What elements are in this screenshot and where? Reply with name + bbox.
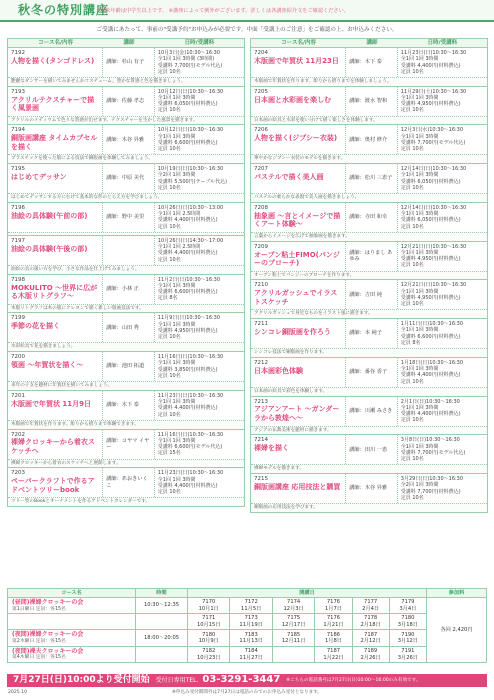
course-item <box>7 313 245 352</box>
page-title: 秋冬の特別講座 <box>18 3 110 17</box>
course-code: 7198 <box>11 276 25 283</box>
croquis-course <box>8 598 136 614</box>
course-lecturer: 講師：小林 正 <box>103 275 155 304</box>
tel-label: 受付日専用TEL. <box>155 676 199 684</box>
course-lecturer: 講師：あおきいくこ <box>103 468 155 497</box>
course-description: パステルの柔らかな表現で美人画を描きましょう。 <box>251 193 487 202</box>
croquis-course-name: (昼間)裸婦クロッキーの会 <box>12 599 84 606</box>
course-schedule: 3月29日(日)10:30〜16:30 全2回 1回 3時間 受講料 7,700円(材料費込) 定員 10名 <box>400 476 464 501</box>
croquis-date <box>272 646 314 662</box>
course-item <box>7 468 245 507</box>
course-lecturer: 講師：渡水 智和 <box>346 87 398 116</box>
course-description: 木版画で年賀状を作ります。彫りから摺りまで体験できます。 <box>8 420 244 429</box>
doc-date: 2025.10 <box>8 690 27 695</box>
croquis-course-name: (夜間)裸夫クロッキーの会 <box>12 647 84 655</box>
course-lecturer: 講師：木谷 昇雅 <box>346 474 398 503</box>
course-item <box>250 474 488 513</box>
course-code: 7208 <box>254 204 268 211</box>
course-item <box>250 48 488 87</box>
course-lecturer: 講師：番谷 香子 <box>346 358 398 387</box>
course-name <box>251 435 346 464</box>
course-schedule: 10月12日(日)10:30〜16:30 全1回 1回 3時間 受講料 6,600円(材料費込) 定員 10名 <box>157 127 224 153</box>
course-code: 7207 <box>254 166 268 173</box>
course-code: 7215 <box>254 476 268 483</box>
croquis-date: 7190 3月12日 <box>389 630 426 646</box>
course-code: 7205 <box>254 88 268 95</box>
course-lecturer: 講師：杉山 有子 <box>103 48 155 77</box>
course-item <box>7 275 245 314</box>
course-code: 7196 <box>11 204 25 211</box>
course-schedule: 12月21日(日)10:30〜16:30 全1回 1回 3時間 受講料 4,950円(材料費込) 定員 10名 <box>400 243 467 269</box>
course-name <box>8 391 103 420</box>
course-lecturer: 講師：佐藤 孝志 <box>103 87 155 116</box>
course-lecturer: 講師：松川 三恵子 <box>346 164 398 193</box>
course-description: ツリー型のBookとオーナメントを作るアドベントカレンダーです。 <box>8 497 244 506</box>
course-lecturer: 講師：はりまし あゆみ <box>346 242 398 271</box>
tel-number[interactable]: 03-3291-3447 <box>202 674 281 686</box>
course-lecturer: 講師：山田 秀 <box>103 313 155 342</box>
course-lecturer: 講師：池田 拓道 <box>103 352 155 381</box>
course-lecturer: 講師：コヤマ イヤー <box>103 430 155 459</box>
course-lecturer: 講師：川瀬 みさき <box>346 397 398 426</box>
course-schedule: 11月2日(日)10:30〜16:30 全1回 1回 3時間 受講料 6,600円(材料費込) 定員 8名 <box>157 276 221 302</box>
croquis-course-sub: 第2木曜日 定員：各15名 <box>12 638 66 644</box>
croquis-date: 7175 12月17日 <box>272 614 314 630</box>
course-description: 裸婦モデルを描きます。 <box>251 464 487 473</box>
croquis-date: 7180 3月18日 <box>389 614 426 630</box>
target-age-note: 対象年齢は中学生以上です。 ※講座によって例外がございます。詳しくは各講座紹介文をご確認ください。 <box>100 8 349 14</box>
croquis-date: 7187 1月22日 <box>315 646 352 662</box>
course-title[interactable]: 領画 〜年賀状を描く〜 <box>11 361 84 370</box>
course-description: プラスチックを使った版による技法で銅版画を体験してみましょう。 <box>8 154 244 163</box>
course-item <box>7 236 245 275</box>
course-name <box>251 203 346 232</box>
course-title[interactable]: ペーパークラフトで作るアドベントツリーbook <box>11 477 95 494</box>
course-description: オーブン粘土でパンジーのブローチを作ります。 <box>251 271 487 280</box>
course-code: 7211 <box>254 321 268 328</box>
course-item <box>250 164 488 203</box>
tel-note: ※こちらの電話番号は7月27日(日)10:00〜16:00のみ有効です。 <box>286 677 421 683</box>
croquis-date: 7183 11月13日 <box>230 630 272 646</box>
course-name <box>8 352 103 381</box>
croquis-time: 18:00〜20:05 <box>136 630 188 646</box>
course-lecturer: 講師：田川 一恵 <box>346 435 398 464</box>
course-title[interactable]: MOKULITO 〜世界に広がる木版リトグラフ〜 <box>11 283 98 300</box>
croquis-date: 7173 11月19日 <box>230 614 272 630</box>
course-title[interactable]: 季節の花を描く <box>11 322 60 331</box>
course-name <box>8 236 103 265</box>
croquis-date: 7176 1月7日 <box>315 598 352 614</box>
course-description: 裸婦クロッキーから着衣のスケッチへと展開します。 <box>8 459 244 468</box>
th-dates: 開講日 <box>188 589 427 598</box>
croquis-date: 7191 3月26日 <box>389 646 426 662</box>
croquis-date: 7185 12月11日 <box>272 630 314 646</box>
table-row <box>8 646 487 662</box>
course-code: 7194 <box>11 127 25 134</box>
course-code: 7213 <box>254 398 268 405</box>
course-title[interactable]: 銅版画講座 タイムカプセルを描く <box>11 134 98 151</box>
course-item <box>7 87 245 126</box>
course-name <box>8 468 103 497</box>
course-schedule: 3月8日(日)10:30〜16:30 全1回 1回 3時間 受講料 7,700円(モデル代込) 定員 10名 <box>400 437 466 463</box>
croquis-date: 7170 10月1日 <box>188 598 230 614</box>
course-description: 日本画の絵具で彩色を体験します。 <box>251 387 487 396</box>
croquis-date: 7182 10月23日 <box>188 646 230 662</box>
course-code: 7206 <box>254 127 268 134</box>
course-schedule: 11月29日(土)10:30〜16:30 全1回 1回 3時間 受講料 4,950円(材料費込) 定員 10名 <box>400 88 467 114</box>
croquis-date: 7189 2月26日 <box>352 646 389 662</box>
course-title[interactable]: シンコレ銅版画を作ろう <box>254 328 331 337</box>
croquis-schedule <box>7 588 487 663</box>
course-name <box>251 397 346 426</box>
course-name <box>251 280 346 309</box>
course-lecturer: 講師：木下 泰 <box>346 48 398 77</box>
course-description: 華やかなジプシー衣装のモデルを描きます。 <box>251 154 487 163</box>
course-item <box>250 87 488 126</box>
course-code: 7202 <box>11 431 25 438</box>
course-title[interactable]: はじめてデッサン <box>11 173 67 182</box>
course-description: 銅版画の応用技法を学びます。 <box>251 503 487 512</box>
th-fee: 参加料 <box>427 589 487 598</box>
th-time: 時間 <box>136 589 188 598</box>
course-name <box>251 164 346 193</box>
croquis-table <box>7 588 487 663</box>
course-name <box>8 313 103 342</box>
course-title[interactable]: 人物を描く(ジプシー衣装) <box>254 134 338 143</box>
course-title[interactable]: 人物を描く(タンゴドレス) <box>11 56 95 65</box>
course-code: 7200 <box>11 354 25 361</box>
course-name <box>251 242 346 271</box>
column-header-course: コース名/内容 <box>281 39 316 46</box>
course-title[interactable]: 木版画で年賀状 11月23日 <box>254 56 339 65</box>
course-description: 艶麗なダンサーを描いてみませんかコスチューム。豊かな質感と色を描きましょう。 <box>8 77 244 86</box>
course-description: 水彩絵具で花を描きましょう。 <box>8 342 244 351</box>
course-description: 日本画の絵具と水彩を使い分けて描く楽しさを体験します。 <box>251 116 487 125</box>
croquis-date: 7184 11月27日 <box>230 646 272 662</box>
croquis-course <box>8 646 136 662</box>
course-lecturer: 講師：木下 泰 <box>103 391 155 420</box>
croquis-fee: 各回 2,420円 <box>427 598 487 663</box>
course-item <box>7 125 245 164</box>
column-header-schedule: 日時/受講料 <box>427 39 458 46</box>
column-header-lecturer: 講師 <box>123 39 135 46</box>
column-header-schedule: 日時/受講料 <box>184 39 215 46</box>
table-row <box>8 614 487 630</box>
th-course: コース名 <box>8 589 136 598</box>
croquis-course <box>8 630 136 646</box>
course-item <box>7 164 245 203</box>
course-schedule: 1月18日(日)10:30〜16:30 全1回 1回 3時間 受講料 4,400円(材料費込) 定員 10名 <box>400 359 464 385</box>
course-schedule: 11月16日(日)10:30〜16:30 全1回 1回 3時間 受講料 6,600円(モデル代込) 定員 15名 <box>157 431 224 457</box>
course-item <box>250 435 488 474</box>
course-title[interactable]: 油絵の具体験(午後の部) <box>11 244 88 253</box>
course-lecturer: 講師：吉田 純 <box>346 280 398 309</box>
course-item <box>250 280 488 319</box>
course-name <box>8 164 103 193</box>
course-code: 7210 <box>254 282 268 289</box>
column-header-lecturer: 講師 <box>366 39 378 46</box>
course-schedule: 12月14日(日)10:30〜16:30 全1回 1回 3時間 受講料 6,050円(材料費込) 定員 10名 <box>400 166 467 191</box>
course-name <box>251 87 346 116</box>
croquis-date: 7179 3月4日 <box>389 598 426 614</box>
reservation-note: ご受講にあたって、事前の"受講予約"お申込みが必要です。中面「受講上のご注意」をご確認の上、お申込みください。 <box>96 27 398 33</box>
course-title[interactable]: パステルで描く美人画 <box>254 173 324 182</box>
course-schedule: 10月26日(日)14:30〜17:00 全1回 1回 2.5時間 受講料 4,400円(材料費込) 定員 10名 <box>157 237 224 263</box>
course-lecturer: 講師：野中 美里 <box>103 203 155 232</box>
course-code: 7195 <box>11 166 25 173</box>
course-name <box>251 358 346 387</box>
course-title[interactable]: アジアンアート 〜ガンダーラから敦煌へ〜 <box>254 405 340 422</box>
course-title[interactable]: 裸婦を描く <box>254 444 289 453</box>
course-item <box>7 430 245 469</box>
course-item <box>7 391 245 430</box>
course-schedule: 11月23日(日)10:30〜16:30 全1回 1回 3時間 受講料 4,400円(材料費込) 定員 10名 <box>157 392 224 418</box>
course-schedule: 10月3日(金)10:30〜16:30 全1回 1回 3時間 (3時間) 受講料 7,700円(モデル代込) 定員 10名 <box>157 50 223 75</box>
croquis-date: 7187 2月12日 <box>352 630 389 646</box>
course-title[interactable]: 銅版画講座 応用技法と購買 <box>254 482 341 491</box>
croquis-date: 7172 11月5日 <box>230 598 272 614</box>
course-description: 木版リトグラフは木の版にクレヨンで描く新しい版画技法です。 <box>8 304 244 313</box>
course-schedule: 11月16日(日)10:30〜16:30 全1回 1回 3時間 受講料 3,850円(材料費込) 定員 10名 <box>157 354 224 379</box>
course-name <box>8 430 103 459</box>
croquis-date: 7177 2月4日 <box>352 598 389 614</box>
course-item <box>7 48 245 87</box>
course-code: 7199 <box>11 315 25 322</box>
course-item <box>7 352 245 391</box>
left-course-column <box>7 38 245 507</box>
course-name <box>8 87 103 116</box>
course-item <box>250 397 488 436</box>
footnote: ※申込み受付期間外は7月27日は電話のみでのお申込み受付となります。 <box>171 690 323 695</box>
croquis-date: 7176 1月21日 <box>315 614 352 630</box>
croquis-course <box>8 614 136 630</box>
course-code: 7192 <box>11 50 25 56</box>
course-description: はじめてデッサンする方にむけて基本的な形のとらえ方を学びましょう。 <box>8 193 244 202</box>
course-lecturer: 講師：本 純子 <box>346 319 398 348</box>
course-title[interactable]: 油絵の具体験(午前の部) <box>11 211 88 220</box>
course-description: 木版画で年賀状を作ります。彫りから摺りまでを体験しましょう。 <box>251 77 487 86</box>
course-schedule: 12月21日(日)10:30〜16:30 全1回 1回 3時間 受講料 4,950円(材料費込) 定員 10名 <box>400 282 467 308</box>
croquis-date: 7186 1月8日 <box>315 630 352 646</box>
course-description: アジアの仏教美術を題材に描きます。 <box>251 426 487 435</box>
course-code: 7212 <box>254 359 268 366</box>
croquis-time: 10:30〜12:35 <box>136 598 188 614</box>
course-schedule: 11月9日(日)10:30〜16:30 全1回 1回 3時間 受講料 4,950円(材料費込) 定員 10名 <box>157 315 221 341</box>
croquis-date: 7174 12月3日 <box>272 598 314 614</box>
course-item <box>250 319 488 358</box>
course-title[interactable]: 裸婦クロッキーから着衣スケッチへ <box>11 438 95 455</box>
course-title[interactable]: 木版画で年賀状 11月9日 <box>11 399 92 408</box>
course-description: シンコレ技法で銅版画を作ります。 <box>251 348 487 357</box>
course-description: 言葉からイメージを広げて抽象画を描きます。 <box>251 232 487 241</box>
course-title[interactable]: 日本画彩色体験 <box>254 366 303 375</box>
course-lecturer: 講師：木谷 昇雅 <box>103 125 155 154</box>
course-item <box>250 358 488 397</box>
croquis-time <box>136 614 188 630</box>
course-title[interactable]: 日本画と水彩画を楽しむ <box>254 95 331 104</box>
course-item <box>250 203 488 242</box>
course-schedule: 2月1日(日)10:30〜16:30 全1回 1回 3時間 受講料 4,400円(材料費込) 定員 10名 <box>400 398 461 424</box>
course-lecturer <box>103 236 155 265</box>
course-description: アクリルガッシュで身近なものをイラスト風に描きます。 <box>251 309 487 318</box>
course-code: 7197 <box>11 237 25 244</box>
course-name <box>8 125 103 154</box>
course-schedule: 11月23日(日)10:30〜16:30 全1回 1回 3時間 受講料 4,400円(材料費込) 定員 10名 <box>157 470 224 496</box>
croquis-table-header <box>8 589 487 598</box>
course-lecturer: 講師：奥村 修介 <box>346 125 398 154</box>
registration-date: 7月27日(日)10:00より受付開始 <box>13 674 150 685</box>
course-schedule: 10月19日(日)10:30〜16:30 全2回 1回 3時間 受講料 5,500円(テーブル代込) 定員 10名 <box>157 166 228 191</box>
course-title[interactable]: オーブン粘土FIMO(パンジーのブローチ) <box>254 250 340 267</box>
croquis-course-sub: 第1日曜日 定員：各15名 <box>12 606 66 612</box>
column-header <box>250 38 488 48</box>
croquis-time <box>136 646 188 662</box>
course-title[interactable]: 抽象画 〜言とイメージで描くアート体験〜 <box>254 211 341 229</box>
course-title[interactable]: アクリルガッシュでイラストスケッチ <box>254 289 338 306</box>
course-code: 7201 <box>11 392 25 399</box>
croquis-date: 7180 10月9日 <box>188 630 230 646</box>
table-row <box>8 630 487 646</box>
course-schedule: 11月23日(日)10:30〜16:30 全1回 1回 3時間 受講料 4,400円(材料費込) 定員 10名 <box>400 50 467 75</box>
course-lecturer: 講師：寺田 和幸 <box>346 203 398 232</box>
column-header <box>7 38 245 48</box>
column-header-course: コース名/内容 <box>38 39 73 46</box>
course-item <box>7 203 245 236</box>
course-description: アクリルのメディウムで色々な質感が出せます。テクスチャーを生かした風景を描きます。 <box>8 116 244 125</box>
course-name <box>251 125 346 154</box>
course-code: 7204 <box>254 50 268 56</box>
course-code: 7214 <box>254 437 268 444</box>
course-name <box>8 275 103 304</box>
course-description <box>8 232 244 235</box>
course-name <box>251 474 346 503</box>
course-name <box>8 203 103 232</box>
course-code: 7209 <box>254 243 268 250</box>
course-name <box>8 48 103 77</box>
croquis-date: 7178 2月18日 <box>352 614 389 630</box>
header <box>0 0 494 22</box>
course-code: 7193 <box>11 88 25 95</box>
course-lecturer: 講師：中原 美代 <box>103 164 155 193</box>
course-code: 7203 <box>11 470 25 477</box>
course-description: 来年の干支を題材に年賀状を描いてみましょう。 <box>8 381 244 390</box>
course-schedule: 1月11日(日)10:30〜16:30 全1回 1回 3時間 受講料 6,600円(材料費込) 定員 8名 <box>400 321 464 346</box>
croquis-course-name: (夜間)裸婦クロッキーの会 <box>12 631 84 639</box>
course-name <box>251 48 346 77</box>
croquis-course-sub: 第4木曜日 定員：各15名 <box>12 655 66 661</box>
course-schedule: 10月12日(日)10:30〜16:30 全1回 1回 3時間 受講料 6,050円(材料費込) 定員 10名 <box>157 88 224 114</box>
croquis-date: 7171 10月15日 <box>188 614 230 630</box>
table-row <box>8 598 487 614</box>
course-description: 油絵の具の扱い方を学び、小さな作品を仕上げてみましょう。 <box>8 265 244 274</box>
course-schedule: 12月3日(水)10:30〜16:30 全1回 1回 3時間 受講料 7,700円(モデル代込) 定員 10名 <box>400 127 466 153</box>
course-schedule: 12月14日(日)10:30〜16:30 全1回 1回 3時間 受講料 6,050円(材料費込) 定員 10名 <box>400 204 467 230</box>
registration-bar <box>7 674 487 687</box>
course-item <box>250 242 488 281</box>
right-course-column <box>250 38 488 513</box>
course-title[interactable]: アクリルテクスチャーで描く風景画 <box>11 95 95 112</box>
course-schedule: 10月26日(日)10:30〜13:00 全1回 1回 2.5時間 受講料 4,400円(材料費込) 定員 10名 <box>157 204 224 230</box>
course-item <box>250 125 488 164</box>
course-name <box>251 319 346 348</box>
